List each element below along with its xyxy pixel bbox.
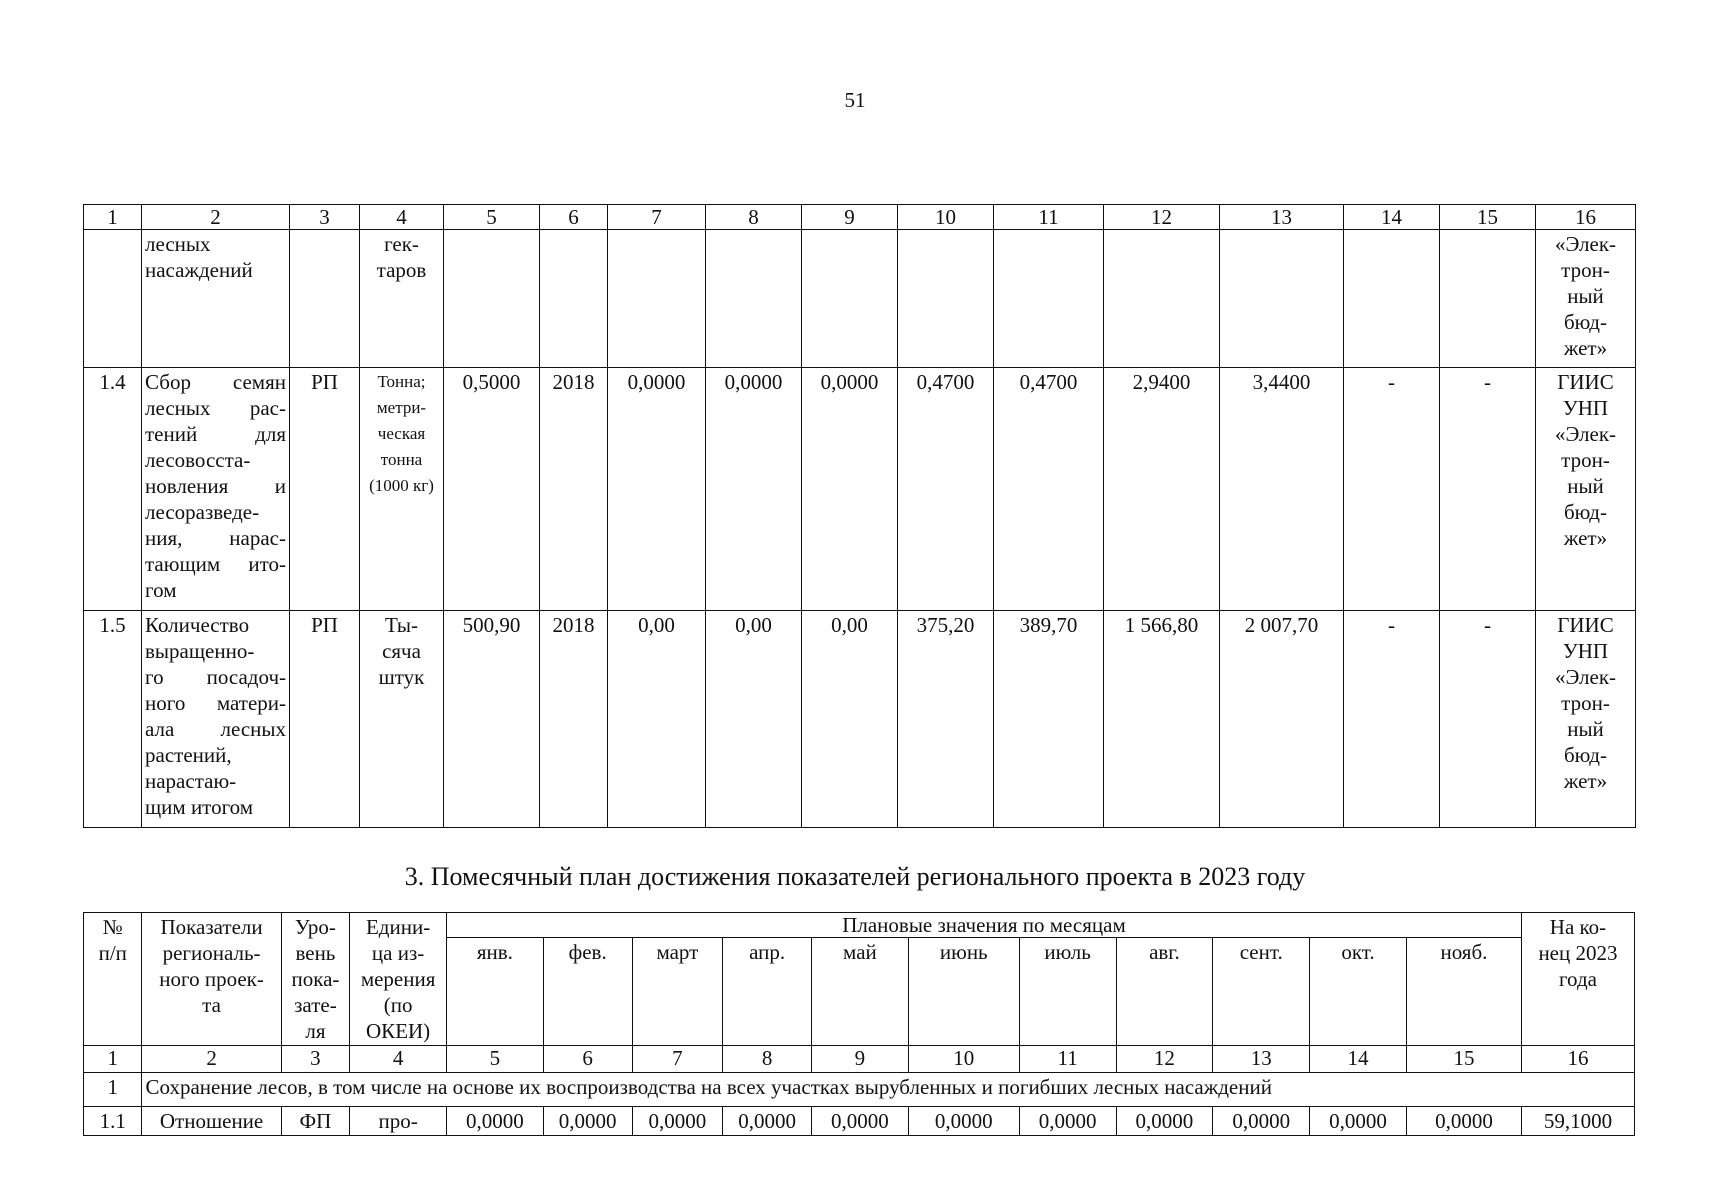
- value-cell: 0,0000: [1310, 1107, 1407, 1136]
- text-line: ный: [1567, 717, 1604, 741]
- column-number: 16: [1521, 1046, 1634, 1073]
- column-number: 8: [723, 1046, 812, 1073]
- column-number: 10: [898, 205, 994, 230]
- text-line: трон-: [1561, 448, 1610, 472]
- table2-header-row: [84, 913, 1635, 938]
- text-line: бюд-: [1564, 743, 1607, 767]
- indicators-table: [83, 204, 1636, 828]
- text-line: лесоразведе-: [145, 500, 260, 524]
- value-cell: [608, 230, 706, 368]
- value-cell: [1440, 230, 1536, 368]
- value-cell: [1344, 230, 1440, 368]
- value-cell: [1104, 230, 1220, 368]
- month-header: апр.: [723, 938, 812, 1046]
- column-number: 9: [802, 205, 898, 230]
- text-line: УНП: [1562, 639, 1609, 663]
- text-line: метри-: [376, 398, 427, 417]
- text-line: новления и: [145, 474, 286, 498]
- indicator-name: [142, 230, 290, 368]
- value-cell: 375,20: [898, 611, 994, 828]
- text-line: мерения: [360, 967, 436, 991]
- column-number: 12: [1104, 205, 1220, 230]
- text-line: ля: [305, 1019, 326, 1043]
- month-header: янв.: [447, 938, 544, 1046]
- column-number: 15: [1406, 1046, 1521, 1073]
- column-number: 4: [360, 205, 444, 230]
- text-line: п/п: [98, 941, 127, 965]
- value-cell: 0,0000: [723, 1107, 812, 1136]
- month-header: май: [812, 938, 909, 1046]
- value-cell: 0,00: [706, 611, 802, 828]
- text-line: На ко-: [1549, 915, 1607, 939]
- value-cell: 500,90: [444, 611, 540, 828]
- value-cell: 0,0000: [1116, 1107, 1213, 1136]
- text-line: гек-: [384, 232, 419, 256]
- section-row: [84, 1073, 1635, 1107]
- text-line: региональ-: [162, 941, 261, 965]
- text-line: ГИИС: [1557, 613, 1614, 637]
- text-line: тонна: [380, 450, 423, 469]
- column-number: 3: [290, 205, 360, 230]
- section-title: 3. Помесячный план достижения показателей регионального проекта в 2023 году: [404, 862, 1306, 891]
- text-line: Уро-: [294, 915, 336, 939]
- indicator-name: [142, 611, 290, 828]
- text-line: ГИИС: [1557, 370, 1614, 394]
- plan-values-header: Плановые значения по месяцам: [447, 913, 1522, 938]
- text-line: ного матери-: [145, 691, 286, 715]
- column-number: 5: [447, 1046, 544, 1073]
- text-line: ный: [1567, 284, 1604, 308]
- table-row: [84, 611, 1636, 828]
- column-numbers-row: [84, 1046, 1635, 1073]
- value-cell: [706, 230, 802, 368]
- header-level: [281, 913, 350, 1046]
- column-number: 4: [350, 1046, 447, 1073]
- text-line: Показатели: [160, 915, 263, 939]
- column-number: 10: [908, 1046, 1019, 1073]
- value-cell: -: [1344, 368, 1440, 611]
- text-line: года: [1558, 967, 1597, 991]
- column-number: 7: [632, 1046, 723, 1073]
- column-number: 14: [1310, 1046, 1407, 1073]
- value-cell: 0,0000: [447, 1107, 544, 1136]
- header-unit: [350, 913, 447, 1046]
- month-header: окт.: [1310, 938, 1407, 1046]
- value-cell: 0,0000: [1213, 1107, 1310, 1136]
- text-line: пока-: [291, 967, 340, 991]
- level: РП: [290, 611, 360, 828]
- indicator-name: Отношение: [142, 1107, 281, 1136]
- column-number: 11: [1019, 1046, 1116, 1073]
- month-header: сент.: [1213, 938, 1310, 1046]
- month-header: июнь: [908, 938, 1019, 1046]
- month-header: июль: [1019, 938, 1116, 1046]
- value-cell: 0,0000: [1019, 1107, 1116, 1136]
- text-line: нарастаю-: [145, 769, 237, 793]
- row-number: 1.1: [84, 1107, 142, 1136]
- text-line: выращенно-: [145, 639, 255, 663]
- column-number: 5: [444, 205, 540, 230]
- value-cell: 0,0000: [543, 1107, 632, 1136]
- value-cell: -: [1440, 368, 1536, 611]
- text-line: зате-: [294, 993, 337, 1017]
- value-cell: 0,00: [802, 611, 898, 828]
- text-line: растений,: [145, 743, 232, 767]
- text-line: жет»: [1563, 336, 1608, 360]
- value-cell: 1 566,80: [1104, 611, 1220, 828]
- text-line: штук: [378, 665, 425, 689]
- row-number: [84, 230, 142, 368]
- value-cell: 2018: [540, 368, 608, 611]
- text-line: нец 2023: [1538, 941, 1618, 965]
- month-header: авг.: [1116, 938, 1213, 1046]
- value-cell: 0,0000: [1406, 1107, 1521, 1136]
- column-number: 9: [812, 1046, 909, 1073]
- header-indicators: [142, 913, 281, 1046]
- text-line: таров: [376, 258, 427, 282]
- text-line: бюд-: [1564, 500, 1607, 524]
- text-line: «Элек-: [1554, 232, 1617, 256]
- text-line: (1000 кг): [369, 476, 434, 495]
- value-cell: 0,0000: [608, 368, 706, 611]
- text-line: ный: [1567, 474, 1604, 498]
- text-line: вень: [295, 941, 336, 965]
- column-number: 12: [1116, 1046, 1213, 1073]
- column-number: 1: [84, 1046, 142, 1073]
- column-number: 2: [142, 1046, 281, 1073]
- text-line: насаждений: [145, 258, 253, 282]
- column-number: 8: [706, 205, 802, 230]
- monthly-plan-table: [83, 912, 1635, 1136]
- text-line: Едини-: [365, 915, 431, 939]
- table-row: [84, 368, 1636, 611]
- unit: [360, 368, 444, 611]
- value-cell: 0,0000: [908, 1107, 1019, 1136]
- text-line: №: [102, 915, 123, 939]
- value-cell: 389,70: [994, 611, 1104, 828]
- value-cell: -: [1440, 611, 1536, 828]
- text-line: Ты-: [385, 613, 418, 637]
- text-line: лесных: [145, 232, 211, 256]
- level: ФП: [281, 1107, 350, 1136]
- section-text: Сохранение лесов, в том числе на основе их воспроизводства на всех участках вырубленных и погибших лесных насаждений: [142, 1073, 1635, 1107]
- text-line: тений для: [145, 422, 286, 446]
- value-cell: [994, 230, 1104, 368]
- text-line: «Элек-: [1554, 665, 1617, 689]
- header-year-end: [1521, 913, 1634, 1046]
- text-line: ала лесных: [145, 717, 286, 741]
- text-line: Количество: [145, 613, 250, 637]
- row-number: 1.4: [84, 368, 142, 611]
- level: [290, 230, 360, 368]
- source: [1536, 611, 1636, 828]
- text-line: жет»: [1563, 526, 1608, 550]
- text-line: щим итогом: [145, 795, 254, 819]
- column-number: 11: [994, 205, 1104, 230]
- value-cell: 0,0000: [706, 368, 802, 611]
- text-line: ного проек-: [159, 967, 264, 991]
- text-line: сяча: [382, 639, 421, 663]
- value-cell: 2,9400: [1104, 368, 1220, 611]
- text-line: (по: [383, 993, 413, 1017]
- month-header: фев.: [543, 938, 632, 1046]
- unit: [360, 611, 444, 828]
- value-cell: 0,4700: [994, 368, 1104, 611]
- level: РП: [290, 368, 360, 611]
- column-number: 3: [281, 1046, 350, 1073]
- text-line: Сбор семян: [145, 370, 286, 394]
- text-line: го посадоч-: [145, 665, 286, 689]
- column-number: 6: [540, 205, 608, 230]
- value-cell: 0,0000: [812, 1107, 909, 1136]
- value-cell: 2018: [540, 611, 608, 828]
- header-number: [84, 913, 142, 1046]
- column-number: 2: [142, 205, 290, 230]
- value-cell: 2 007,70: [1220, 611, 1344, 828]
- text-line: тающим ито-: [145, 552, 286, 576]
- value-cell: [540, 230, 608, 368]
- table-row: [84, 230, 1636, 368]
- unit: [360, 230, 444, 368]
- text-line: Тонна;: [377, 372, 426, 391]
- text-line: ческая: [377, 424, 426, 443]
- text-line: УНП: [1562, 396, 1609, 420]
- text-line: лесовосста-: [145, 448, 251, 472]
- column-number: 7: [608, 205, 706, 230]
- source: [1536, 368, 1636, 611]
- table1-header-row: [84, 205, 1636, 230]
- text-line: бюд-: [1564, 310, 1607, 334]
- value-cell: [1220, 230, 1344, 368]
- column-number: 13: [1220, 205, 1344, 230]
- year-end-value: 59,1000: [1521, 1107, 1634, 1136]
- value-cell: -: [1344, 611, 1440, 828]
- page-number: 51: [844, 88, 866, 112]
- value-cell: [802, 230, 898, 368]
- value-cell: 0,5000: [444, 368, 540, 611]
- unit: про-: [350, 1107, 447, 1136]
- month-header: нояб.: [1406, 938, 1521, 1046]
- value-cell: 3,4400: [1220, 368, 1344, 611]
- value-cell: [444, 230, 540, 368]
- text-line: та: [202, 993, 221, 1017]
- text-line: ца из-: [371, 941, 425, 965]
- column-number: 1: [84, 205, 142, 230]
- value-cell: [898, 230, 994, 368]
- text-line: лесных рас-: [145, 396, 286, 420]
- text-line: гом: [145, 578, 177, 602]
- column-number: 13: [1213, 1046, 1310, 1073]
- row-number: 1: [84, 1073, 142, 1107]
- text-line: жет»: [1563, 769, 1608, 793]
- value-cell: 0,00: [608, 611, 706, 828]
- text-line: трон-: [1561, 691, 1610, 715]
- column-number: 6: [543, 1046, 632, 1073]
- indicator-name: [142, 368, 290, 611]
- table-row: [84, 1107, 1635, 1136]
- month-header: март: [632, 938, 723, 1046]
- value-cell: 0,0000: [802, 368, 898, 611]
- text-line: трон-: [1561, 258, 1610, 282]
- column-number: 16: [1536, 205, 1636, 230]
- value-cell: 0,0000: [632, 1107, 723, 1136]
- column-number: 15: [1440, 205, 1536, 230]
- value-cell: 0,4700: [898, 368, 994, 611]
- text-line: «Элек-: [1554, 422, 1617, 446]
- source: [1536, 230, 1636, 368]
- text-line: ОКЕИ): [366, 1019, 431, 1043]
- text-line: ния, нарас-: [145, 526, 286, 550]
- row-number: 1.5: [84, 611, 142, 828]
- column-number: 14: [1344, 205, 1440, 230]
